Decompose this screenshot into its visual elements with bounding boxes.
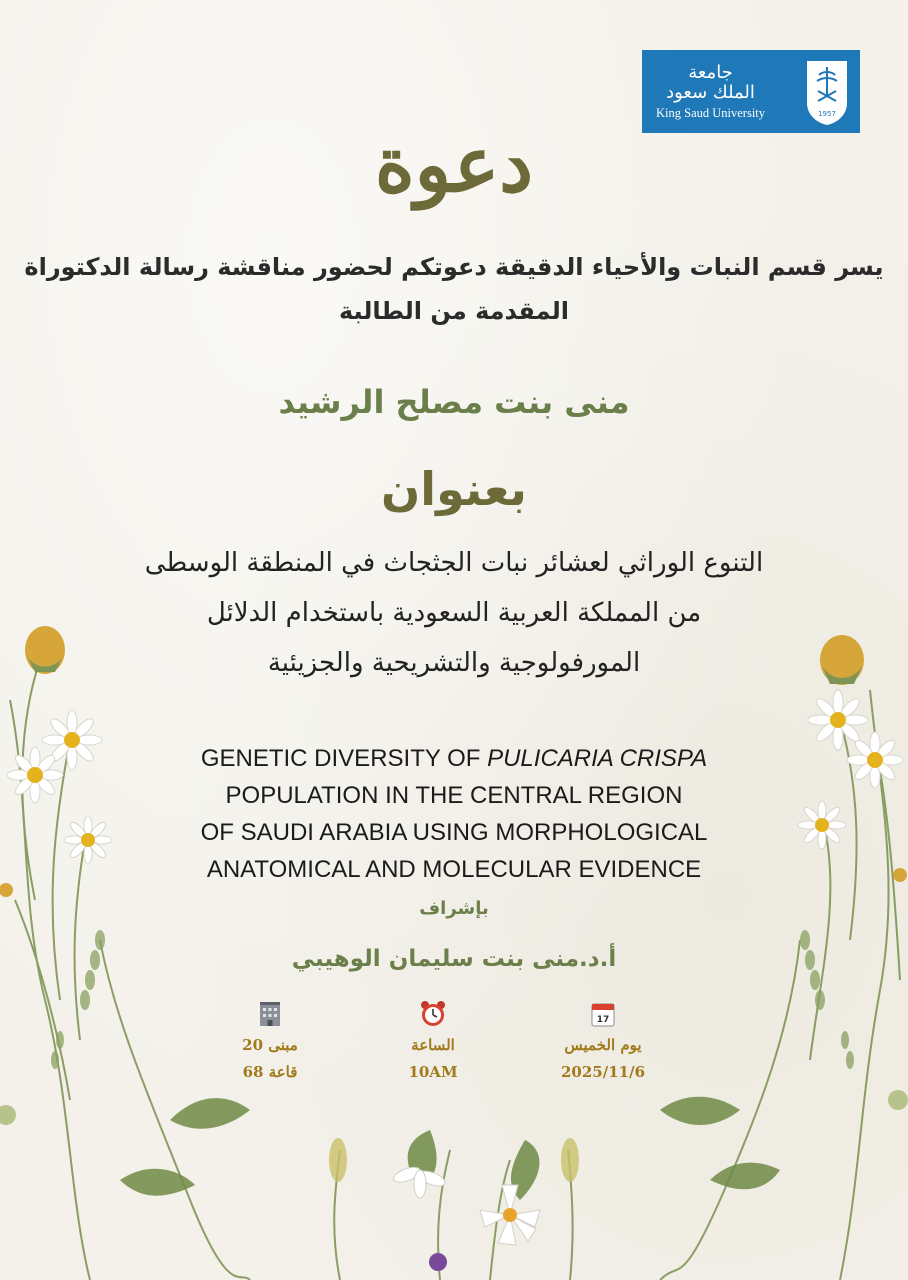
date-value: 2025/11/6 — [560, 1063, 646, 1081]
english-title-line-1 — [0, 740, 908, 777]
english-title-line-4: ANATOMICAL AND MOLECULAR EVIDENCE — [206, 856, 702, 883]
time-value: 10AM — [408, 1063, 458, 1081]
alarm-clock-icon — [420, 1000, 446, 1028]
date-details — [528, 1000, 678, 1086]
place-room: قاعة 68 — [242, 1063, 298, 1081]
building-icon — [257, 1000, 283, 1028]
logo-wordmark — [656, 63, 765, 121]
english-title-line-2: POPULATION IN THE CENTRAL REGION — [225, 782, 683, 809]
arabic-title-line-1: التنوع الوراثي لعشائر نبات الجثجاث في المنطقة الوسطى — [144, 548, 764, 578]
place-details — [195, 1000, 345, 1086]
student-name: منى بنت مصلح الرشيد — [278, 383, 630, 421]
logo-arabic-line1: جامعة — [688, 61, 733, 83]
university-seal-icon — [804, 57, 850, 127]
arabic-title-line-3: المورفولوجية والتشريحية والجزيئية — [267, 648, 641, 678]
time-label: الساعة — [411, 1036, 455, 1054]
arabic-title-line-2: من المملكة العربية السعودية باستخدام الدلائل — [206, 598, 702, 628]
calendar-icon — [590, 1000, 616, 1028]
species-name: PULICARIA CRISPA — [487, 745, 708, 772]
seal-year: 1957 — [818, 109, 836, 118]
calendar-day: 17 — [596, 1015, 610, 1025]
supervision-label: بإشراف — [419, 898, 489, 919]
logo-arabic-line2: الملك سعود — [666, 81, 755, 103]
arabic-thesis-title — [0, 538, 908, 688]
titled-label: بعنوان — [381, 462, 527, 516]
invitation-heading: دعوة — [374, 120, 534, 209]
place-building: مبنى 20 — [242, 1036, 298, 1054]
english-thesis-title — [0, 740, 908, 888]
intro-line-1: يسر قسم النبات والأحياء الدقيقة دعوتكم لحضور مناقشة رسالة الدكتوراة — [24, 253, 884, 281]
supervisor-name: أ.د.منى بنت سليمان الوهيبي — [291, 946, 617, 972]
intro-line-2: المقدمة من الطالبة — [338, 297, 570, 325]
intro-text — [0, 245, 908, 333]
english-title-line-1-start: GENETIC DIVERSITY OF — [200, 745, 488, 772]
date-day: يوم الخميس — [564, 1036, 642, 1054]
logo-english: King Saud University — [656, 105, 766, 120]
english-title-line-3: OF SAUDI ARABIA USING MORPHOLOGICAL — [200, 819, 708, 846]
time-details — [358, 1000, 508, 1086]
